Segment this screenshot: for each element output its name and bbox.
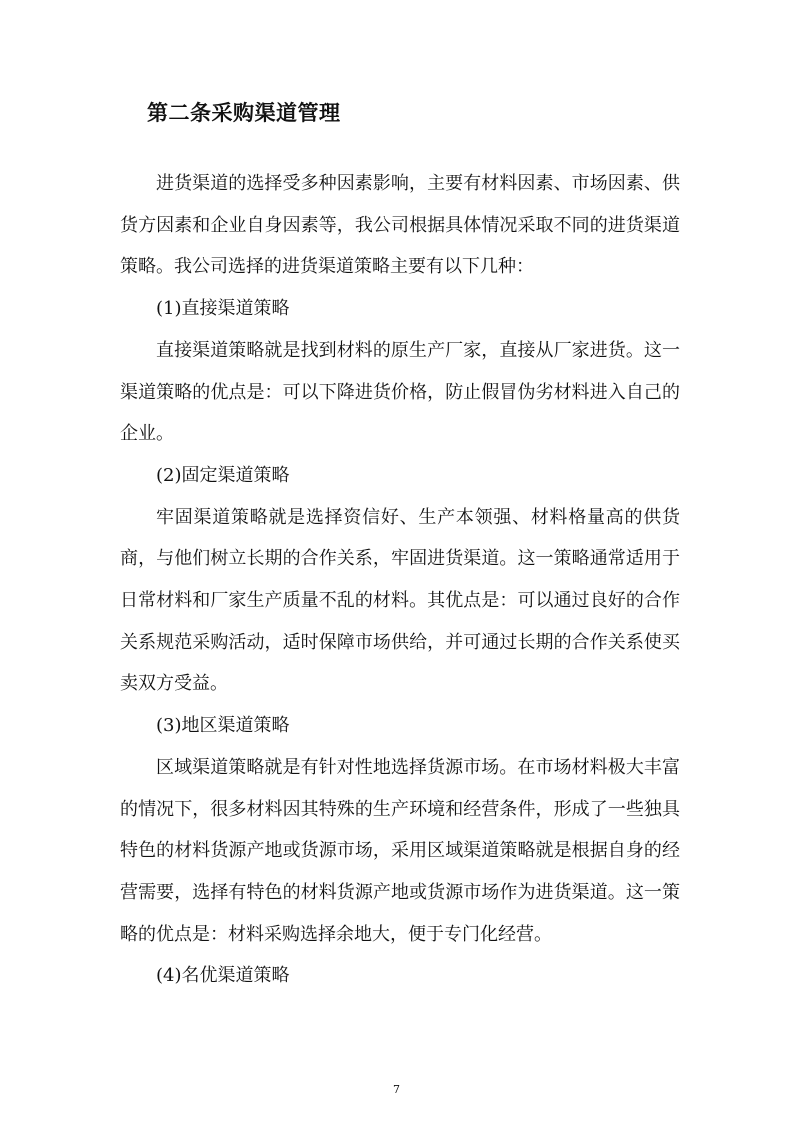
subheading-brand-channel: (4)名优渠道策略 bbox=[156, 965, 290, 987]
intro-paragraph: 进货渠道的选择受多种因素影响，主要有材料因素、市场因素、供货方因素和企业自身因素等，我公司根据具体情况采取不同的进货渠道策略。我公司选择的进货渠道策略主要有以下几种： bbox=[120, 173, 680, 278]
document-body bbox=[120, 163, 680, 997]
page-number: 7 bbox=[393, 1083, 400, 1096]
regional-channel-paragraph: 区域渠道策略就是有针对性地选择货源市场。在市场材料极大丰富的情况下，很多材料因其特殊的生产环境和经营条件，形成了一些独具特色的材料货源产地或货源市场，采用区域渠道策略就是根据自身的经营需要，选择有特色的材料货源产地或货源市场作为进货渠道。这一策略的优点是：材料采购选择余地大，便于专门化经营。 bbox=[120, 756, 680, 945]
subheading-direct-channel: (1)直接渠道策略 bbox=[156, 298, 290, 320]
direct-channel-paragraph: 直接渠道策略就是找到材料的原生产厂家，直接从厂家进货。这一渠道策略的优点是：可以下降进货价格，防止假冒伪劣材料进入自己的企业。 bbox=[120, 339, 680, 445]
subheading-regional-channel: (3)地区渠道策略 bbox=[156, 715, 290, 737]
subheading-fixed-channel: (2)固定渠道策略 bbox=[156, 464, 290, 486]
fixed-channel-paragraph: 牢固渠道策略就是选择资信好、生产本领强、材料格量高的供货商，与他们树立长期的合作关系，牢固进货渠道。这一策略通常适用于日常材料和厂家生产质量不乱的材料。其优点是：可以通过良好的合作关系规范采购活动，适时保障市场供给，并可通过长期的合作关系使买卖双方受益。 bbox=[120, 506, 680, 695]
section-heading: 第二条采购渠道管理 bbox=[147, 100, 341, 125]
